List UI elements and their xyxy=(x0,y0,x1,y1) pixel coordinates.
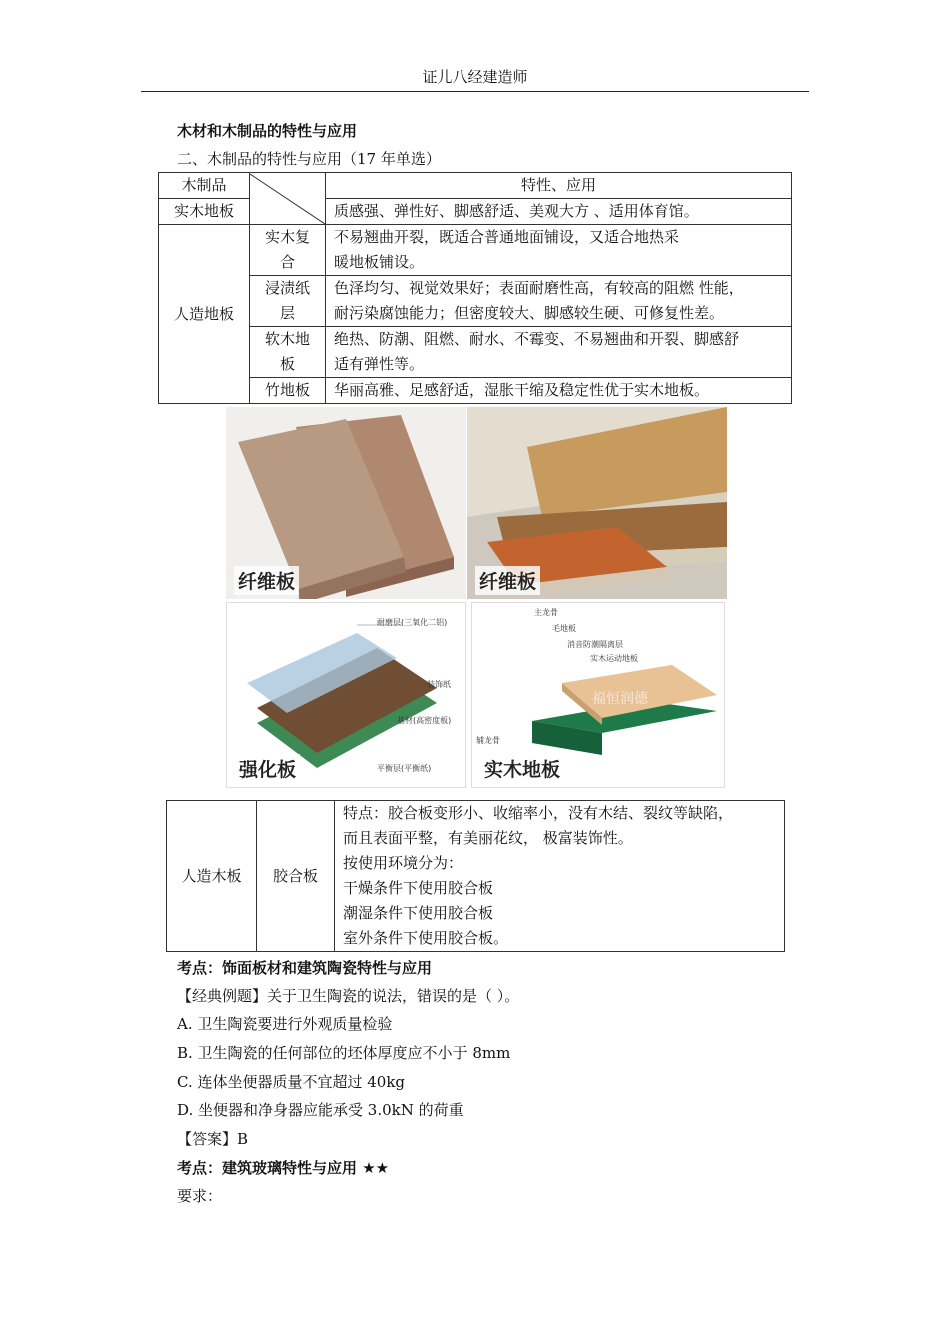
table-header-product: 木制品 xyxy=(159,173,250,199)
layer-label: 基材(高密度板) xyxy=(397,716,452,725)
wood-products-table xyxy=(158,172,792,404)
table-row-sub: 浸渍纸层 xyxy=(250,276,326,327)
example-question: 【经典例题】关于卫生陶瓷的说法，错误的是（ ）。 xyxy=(177,987,520,1005)
page-header: 证儿八经建造师 xyxy=(422,68,528,86)
plywood-desc: 特点：胶合板变形小、收缩率小，没有木结、裂纹等缺陷， 而且表面平整，有美丽花纹， 极富装饰性。 按使用环境分为： 干燥条件下使用胶合板 潮湿条件下使用胶合板 室外条件下使用胶合板。 xyxy=(335,801,785,952)
table-row-desc: 绝热、防潮、阻燃、耐水、不霉变、不易翘曲和开裂、脚感舒 适有弹性等。 xyxy=(326,327,792,378)
fiberboard-photo-1 xyxy=(226,407,466,599)
photo-caption: 纤维板 xyxy=(234,566,299,595)
layer-label: 装饰纸 xyxy=(427,680,451,689)
artificial-board-cell: 人造木板 xyxy=(167,801,257,952)
watermark: 福恒润德 xyxy=(592,691,648,707)
answer: 【答案】B xyxy=(177,1130,249,1148)
floor-label: 实木运动地板 xyxy=(590,654,638,663)
layer-label: 平衡层(平衡纸) xyxy=(377,764,432,773)
table-row-sub: 实木复合 xyxy=(250,225,326,276)
artificial-floor-group: 人造地板 xyxy=(159,225,250,404)
floor-label: 消音防潮隔离层 xyxy=(567,640,623,649)
table-row-desc: 华丽高雅、足感舒适，湿胀干缩及稳定性优于实木地板。 xyxy=(326,378,792,404)
option-b: B. 卫生陶瓷的任何部位的坯体厚度应不小于 8mm xyxy=(177,1044,511,1062)
diagonal-header-cell xyxy=(250,173,326,225)
table-row-desc: 色泽均匀、视觉效果好；表面耐磨性高，有较高的阻燃 性能， 耐污染腐蚀能力；但密度较大、脚感较生硬、可修复性差。 xyxy=(326,276,792,327)
table-row-desc: 不易翘曲开裂，既适合普通地面铺设，又适合地热采 暖地板铺设。 xyxy=(326,225,792,276)
photo-caption: 强化板 xyxy=(235,754,300,783)
photo-caption: 实木地板 xyxy=(480,754,564,783)
solid-floor-desc: 质感强、弹性好、脚感舒适、美观大方 、适用体育馆。 xyxy=(326,199,792,225)
table-header-feature: 特性、应用 xyxy=(326,173,792,199)
option-c: C. 连体坐便器质量不宜超过 40kg xyxy=(177,1073,406,1091)
plywood-cell: 胶合板 xyxy=(257,801,335,952)
option-a: A. 卫生陶瓷要进行外观质量检验 xyxy=(177,1015,393,1033)
section-heading-glass: 考点：建筑玻璃特性与应用 ★★ xyxy=(177,1159,390,1177)
table-row-sub: 软木地板 xyxy=(250,327,326,378)
floor-label: 主龙骨 xyxy=(534,608,558,617)
solid-floor-photo xyxy=(471,602,725,788)
table-row-sub: 竹地板 xyxy=(250,378,326,404)
section-heading-wood: 木材和木制品的特性与应用 xyxy=(177,122,358,140)
section-subheading: 二、木制品的特性与应用（17 年单选） xyxy=(177,150,441,168)
solid-floor-name: 实木地板 xyxy=(159,199,250,225)
photo-caption: 纤维板 xyxy=(475,566,540,595)
plywood-table xyxy=(166,800,785,952)
layer-label: 耐磨层(三氧化二铝) xyxy=(377,618,448,627)
option-d: D. 坐便器和净身器应能承受 3.0kN 的荷重 xyxy=(177,1101,464,1119)
header-rule xyxy=(141,91,809,92)
floor-label: 辅龙骨 xyxy=(476,736,500,745)
laminate-photo xyxy=(226,602,466,788)
diagonal-line xyxy=(250,174,325,224)
section-heading-ceramics: 考点：饰面板材和建筑陶瓷特性与应用 xyxy=(177,959,433,977)
requirements-label: 要求： xyxy=(177,1187,223,1205)
floor-label: 毛地板 xyxy=(552,624,576,633)
fiberboard-photo-2 xyxy=(467,407,727,599)
